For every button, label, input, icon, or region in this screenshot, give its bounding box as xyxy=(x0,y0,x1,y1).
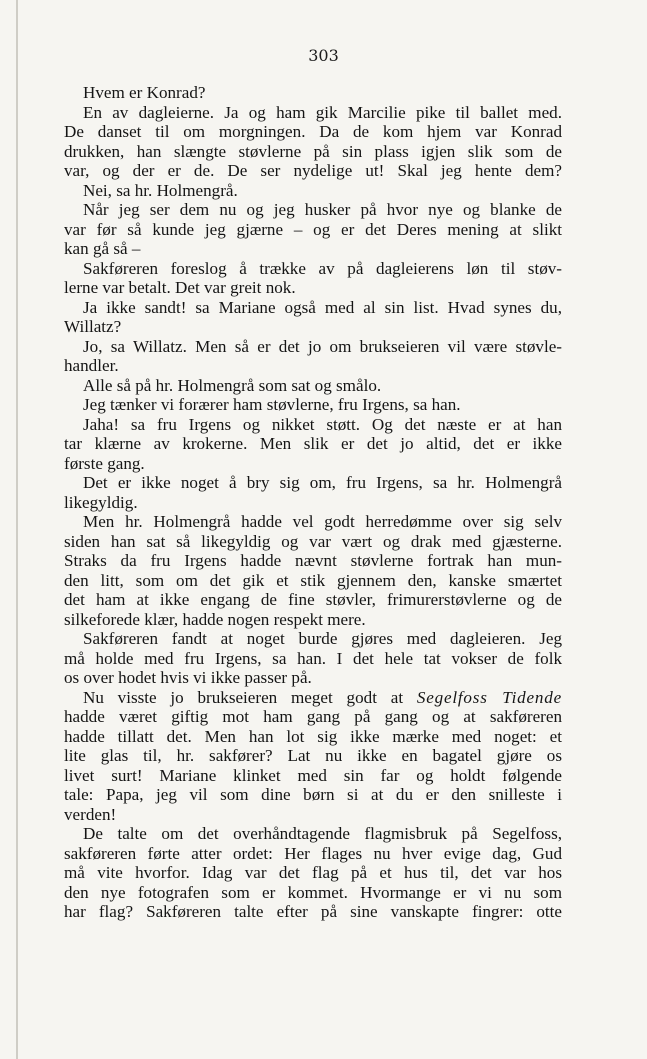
text-line: Jaha! sa fru Irgens og nikket støtt. Og det næste er at han xyxy=(83,414,562,434)
text-line: var, og der er de. De ser nydelige ut! Skal jeg hente dem? xyxy=(64,161,562,180)
text-line: verden! xyxy=(64,804,117,824)
text-line: første gang. xyxy=(64,453,145,473)
text-line: den nye fotografen som er kommet. Hvormange er vi nu som xyxy=(64,882,562,902)
text-line: En av dagleierne. Ja og ham gik Marcilie pike til ballet med. xyxy=(83,102,562,122)
text-line: kan gå så – xyxy=(64,239,141,258)
text-line: må holde med fru Irgens, sa han. I det hele tat vokser de folk xyxy=(64,648,562,668)
text-line: Ja ikke sandt! sa Mariane også med al sin list. Hvad synes du, xyxy=(83,297,562,317)
text-fragment: Nu visste jo brukseieren meget godt at xyxy=(83,687,404,707)
page-number: 303 xyxy=(308,46,339,65)
text-line: silkeforede klær, hadde nogen respekt mere. xyxy=(64,609,366,629)
text-line: Sakføreren foreslog å trække av på dagleierens løn til støv- xyxy=(83,258,562,278)
text-line: Hvem er Konrad? xyxy=(83,83,206,102)
text-line: Willatz? xyxy=(64,317,122,336)
newspaper-name: Segelfoss Tidende xyxy=(416,687,562,707)
text-line: Jo, sa Willatz. Men så er det jo om brukseieren vil være støvle- xyxy=(83,336,562,356)
text-line: livet surt! Mariane klinket med sin far og holdt følgende xyxy=(64,765,562,785)
body-text xyxy=(64,83,562,922)
text-line: lerne var betalt. Det var greit nok. xyxy=(64,278,296,297)
text-line: lite glas til, hr. sakfører? Lat nu ikke en bagatel gjøre os xyxy=(64,746,562,765)
text-line: De talte om det overhåndtagende flagmisbruk på Segelfoss, xyxy=(83,824,562,843)
text-line: må vite hvorfor. Idag var det flag på et hus til, det var hos xyxy=(64,863,562,882)
text-line: Det er ikke noget å bry sig om, fru Irgens, sa hr. Holmengrå xyxy=(83,473,562,492)
text-line: Straks da fru Irgens hadde nævnt støvlerne fortrak han mun- xyxy=(64,551,562,570)
text-line: tale: Papa, jeg vil som dine børn si at du er den snilleste i xyxy=(64,785,562,804)
text-line: Nei, sa hr. Holmengrå. xyxy=(83,180,238,200)
text-line: likegyldig. xyxy=(64,492,138,512)
text-line: tar klærne av krokerne. Men slik er det jo altid, det er ikke xyxy=(64,434,562,453)
text-line: har flag? Sakføreren talte efter på sine vanskapte fingrer: otte xyxy=(64,902,562,921)
text-line: Når jeg ser dem nu og jeg husker på hvor nye og blanke de xyxy=(83,200,562,219)
text-line: Men hr. Holmengrå hadde vel godt herredømme over sig selv xyxy=(83,512,562,531)
text-line: De danset til om morgningen. Da de kom hjem var Konrad xyxy=(64,122,562,141)
page-edge-shadow xyxy=(16,0,18,1059)
text-line: var før så kunde jeg gjærne – og er det Deres mening at slikt xyxy=(64,219,562,239)
text-line: os over hodet hvis vi ikke passer på. xyxy=(64,668,312,687)
text-line: siden han sat så likegyldig og var vært og drak med gjæsterne. xyxy=(64,531,562,551)
text-line: Sakføreren fandt at noget burde gjøres med dagleieren. Jeg xyxy=(83,629,562,648)
text-line: hadde tillatt det. Men han lot sig ikke mærke med noget: et xyxy=(64,726,562,746)
text-line xyxy=(64,688,562,708)
text-line: Jeg tænker vi forærer ham støvlerne, fru Irgens, sa han. xyxy=(83,395,461,414)
text-line: drukken, han slængte støvlerne på sin plass igjen slik som de xyxy=(64,141,562,161)
text-line: det ham at ikke engang de fine støvler, frimurerstøvlerne og de xyxy=(64,590,562,609)
text-line: Alle så på hr. Holmengrå som sat og smålo. xyxy=(83,375,382,395)
text-line: den litt, som om det gik et stik gjennem den, kanske smærtet xyxy=(64,570,562,590)
text-line: handler. xyxy=(64,356,119,375)
text-line: sakføreren førte atter ordet: Her flages nu hver evige dag, Gud xyxy=(64,843,562,863)
text-line: hadde været giftig mot ham gang på gang og at sakføreren xyxy=(64,707,562,726)
